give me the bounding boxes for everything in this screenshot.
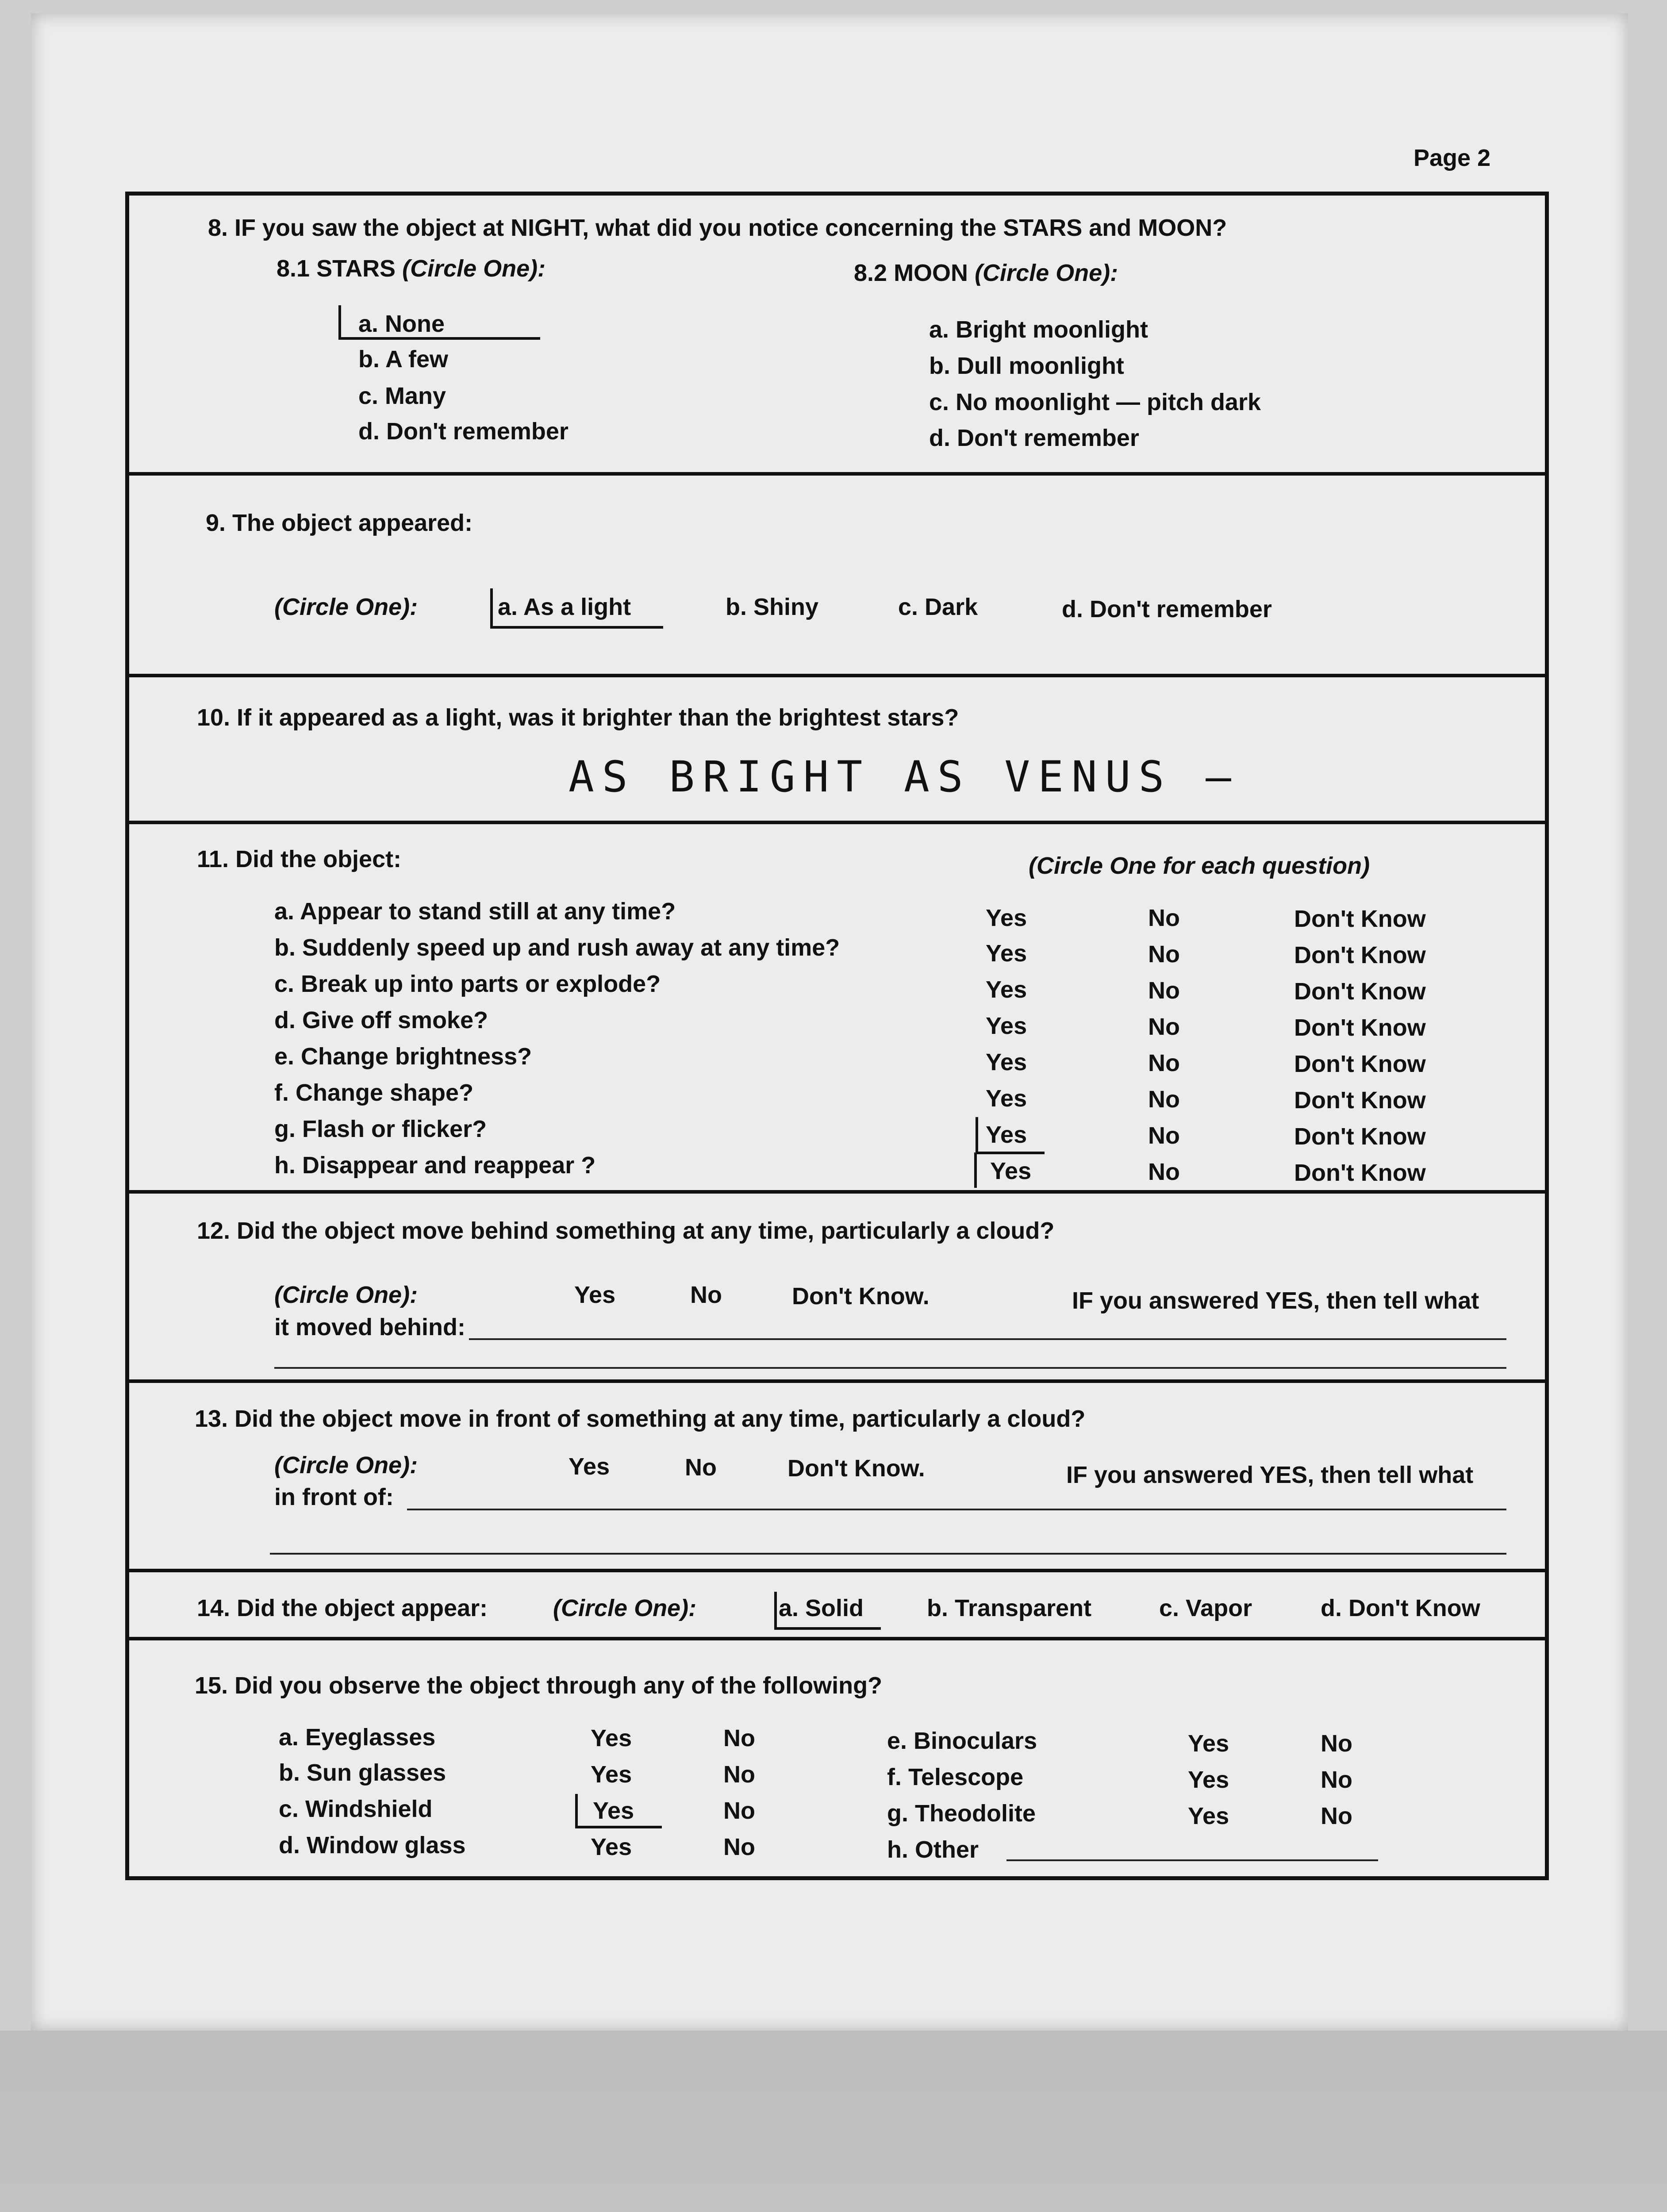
q9-circle-label: (Circle One): bbox=[274, 594, 418, 620]
q15-f-no[interactable]: No bbox=[1321, 1767, 1352, 1793]
q11-d-no[interactable]: No bbox=[1148, 1014, 1180, 1040]
q15-f-yes[interactable]: Yes bbox=[1188, 1767, 1229, 1793]
q8-moon-option-a[interactable]: a. Bright moonlight bbox=[929, 316, 1148, 343]
q8-moon-label: 8.2 MOON (Circle One): bbox=[854, 260, 1118, 286]
q11-a-dont-know[interactable]: Don't Know bbox=[1294, 906, 1426, 932]
q12-no[interactable]: No bbox=[690, 1282, 722, 1308]
q11-g-dont-know[interactable]: Don't Know bbox=[1294, 1123, 1426, 1150]
q15-b-no[interactable]: No bbox=[723, 1761, 755, 1788]
q9-option-b[interactable]: b. Shiny bbox=[726, 594, 819, 620]
q15-item-h: h. Other bbox=[887, 1836, 979, 1863]
q15-b-yes[interactable]: Yes bbox=[591, 1761, 632, 1788]
q15-e-no[interactable]: No bbox=[1321, 1730, 1352, 1757]
q11-g-mark bbox=[976, 1117, 1045, 1154]
q8-stars-option-c[interactable]: c. Many bbox=[358, 383, 446, 409]
q11-a-no[interactable]: No bbox=[1148, 905, 1180, 931]
q12-followup2: it moved behind: bbox=[274, 1314, 465, 1340]
q14-option-c[interactable]: c. Vapor bbox=[1159, 1595, 1252, 1621]
q15-a-no[interactable]: No bbox=[723, 1725, 755, 1751]
q14-option-a[interactable]: a. Solid bbox=[779, 1595, 864, 1621]
q11-h-dont-know[interactable]: Don't Know bbox=[1294, 1160, 1426, 1186]
q11-b-dont-know[interactable]: Don't Know bbox=[1294, 942, 1426, 968]
q15-item-b: b. Sun glasses bbox=[279, 1759, 446, 1786]
q12-circle-label: (Circle One): bbox=[274, 1282, 418, 1308]
q15-g-no[interactable]: No bbox=[1321, 1803, 1352, 1829]
q11-question-b: b. Suddenly speed up and rush away at any time? bbox=[274, 934, 840, 961]
q11-f-no[interactable]: No bbox=[1148, 1086, 1180, 1113]
q14-circle-label: (Circle One): bbox=[553, 1595, 697, 1621]
q15-a-yes[interactable]: Yes bbox=[591, 1725, 632, 1751]
q15-item-a: a. Eyeglasses bbox=[279, 1724, 436, 1751]
q15-e-yes[interactable]: Yes bbox=[1188, 1730, 1229, 1757]
q11-b-no[interactable]: No bbox=[1148, 941, 1180, 968]
q11-question-g: g. Flash or flicker? bbox=[274, 1116, 487, 1142]
q14-mark bbox=[774, 1592, 881, 1630]
q13-yes[interactable]: Yes bbox=[568, 1453, 610, 1480]
q15-other-line[interactable] bbox=[1006, 1859, 1378, 1861]
q13-title: 13. Did the object move in front of something at any time, particularly a cloud? bbox=[195, 1406, 1086, 1432]
divider-8-9 bbox=[125, 472, 1549, 476]
q8-stars-option-d[interactable]: d. Don't remember bbox=[358, 418, 568, 445]
q15-item-c: c. Windshield bbox=[279, 1796, 433, 1822]
q15-d-no[interactable]: No bbox=[723, 1834, 755, 1860]
divider-10-11 bbox=[125, 821, 1549, 824]
q15-d-yes[interactable]: Yes bbox=[591, 1834, 632, 1860]
q12-answer-line-2[interactable] bbox=[274, 1367, 1506, 1369]
q8-stars-mark bbox=[338, 305, 540, 340]
divider-12-13 bbox=[125, 1379, 1549, 1383]
q11-g-yes[interactable]: Yes bbox=[986, 1121, 1027, 1148]
q13-followup: IF you answered YES, then tell what bbox=[1066, 1462, 1474, 1488]
q9-option-a[interactable]: a. As a light bbox=[498, 594, 631, 620]
q11-b-yes[interactable]: Yes bbox=[986, 940, 1027, 967]
q12-followup: IF you answered YES, then tell what bbox=[1072, 1287, 1479, 1314]
q11-h-no[interactable]: No bbox=[1148, 1159, 1180, 1185]
scan-background bbox=[0, 2031, 1667, 2212]
q13-followup2: in front of: bbox=[274, 1484, 394, 1510]
q9-option-d[interactable]: d. Don't remember bbox=[1062, 596, 1272, 622]
q11-question-d: d. Give off smoke? bbox=[274, 1007, 488, 1033]
q15-title: 15. Did you observe the object through any of the following? bbox=[195, 1672, 883, 1699]
q11-d-dont-know[interactable]: Don't Know bbox=[1294, 1014, 1426, 1041]
q8-stars-option-a[interactable]: a. None bbox=[358, 311, 445, 337]
q15-c-mark bbox=[575, 1794, 662, 1828]
q11-question-f: f. Change shape? bbox=[274, 1079, 474, 1106]
divider-14-15 bbox=[125, 1637, 1549, 1640]
q11-h-yes[interactable]: Yes bbox=[990, 1158, 1032, 1184]
q11-question-c: c. Break up into parts or explode? bbox=[274, 971, 661, 997]
q11-e-dont-know[interactable]: Don't Know bbox=[1294, 1051, 1426, 1077]
q14-option-b[interactable]: b. Transparent bbox=[927, 1595, 1092, 1621]
q11-question-h: h. Disappear and reappear ? bbox=[274, 1152, 596, 1179]
q11-c-dont-know[interactable]: Don't Know bbox=[1294, 978, 1426, 1005]
q13-no[interactable]: No bbox=[685, 1454, 717, 1481]
q8-title: 8. IF you saw the object at NIGHT, what did you notice concerning the STARS and MOON? bbox=[208, 215, 1227, 241]
q11-f-yes[interactable]: Yes bbox=[986, 1085, 1027, 1112]
q11-c-yes[interactable]: Yes bbox=[986, 976, 1027, 1003]
q15-g-yes[interactable]: Yes bbox=[1188, 1803, 1229, 1829]
page-number: Page 2 bbox=[1413, 145, 1491, 171]
q9-title: 9. The object appeared: bbox=[206, 510, 473, 536]
q11-e-yes[interactable]: Yes bbox=[986, 1049, 1027, 1075]
q13-dont-know[interactable]: Don't Know. bbox=[787, 1455, 925, 1482]
q14-title: 14. Did the object appear: bbox=[197, 1595, 488, 1621]
q10-handwritten-answer: AS BRIGHT AS VENUS — bbox=[568, 752, 1239, 802]
q15-c-yes[interactable]: Yes bbox=[593, 1797, 634, 1824]
q11-question-e: e. Change brightness? bbox=[274, 1043, 532, 1070]
q11-title: 11. Did the object: bbox=[197, 846, 402, 872]
q13-answer-line-2[interactable] bbox=[270, 1553, 1506, 1555]
q11-e-no[interactable]: No bbox=[1148, 1050, 1180, 1076]
q11-instruction: (Circle One for each question) bbox=[1029, 853, 1370, 879]
q11-g-no[interactable]: No bbox=[1148, 1122, 1180, 1149]
q8-moon-option-d[interactable]: d. Don't remember bbox=[929, 425, 1139, 451]
q14-option-d[interactable]: d. Don't Know bbox=[1321, 1595, 1480, 1621]
divider-13-14 bbox=[125, 1569, 1549, 1572]
q12-yes[interactable]: Yes bbox=[574, 1282, 616, 1308]
q15-item-f: f. Telescope bbox=[887, 1764, 1024, 1790]
q8-moon-option-c[interactable]: c. No moonlight — pitch dark bbox=[929, 389, 1261, 415]
q15-item-e: e. Binoculars bbox=[887, 1728, 1037, 1754]
q13-answer-line-1[interactable] bbox=[407, 1509, 1506, 1510]
q11-a-yes[interactable]: Yes bbox=[986, 905, 1027, 931]
q12-title: 12. Did the object move behind something at any time, particularly a cloud? bbox=[197, 1217, 1055, 1244]
q12-dont-know[interactable]: Don't Know. bbox=[792, 1283, 930, 1310]
q11-question-a: a. Appear to stand still at any time? bbox=[274, 898, 676, 925]
q15-item-d: d. Window glass bbox=[279, 1832, 466, 1859]
q12-answer-line-1[interactable] bbox=[469, 1338, 1506, 1340]
q13-circle-label: (Circle One): bbox=[274, 1452, 418, 1479]
q10-title: 10. If it appeared as a light, was it brighter than the brightest stars? bbox=[197, 704, 959, 731]
q11-c-no[interactable]: No bbox=[1148, 977, 1180, 1004]
q8-stars-option-b[interactable]: b. A few bbox=[358, 346, 449, 373]
q9-mark bbox=[490, 588, 663, 629]
q8-moon-option-b[interactable]: b. Dull moonlight bbox=[929, 353, 1124, 379]
q11-d-yes[interactable]: Yes bbox=[986, 1013, 1027, 1039]
q15-c-no[interactable]: No bbox=[723, 1797, 755, 1824]
q15-item-g: g. Theodolite bbox=[887, 1800, 1036, 1827]
divider-9-10 bbox=[125, 674, 1549, 677]
q8-stars-label: 8.1 STARS (Circle One): bbox=[277, 255, 546, 282]
q9-option-c[interactable]: c. Dark bbox=[898, 594, 978, 620]
q11-f-dont-know[interactable]: Don't Know bbox=[1294, 1087, 1426, 1114]
q11-h-mark bbox=[974, 1152, 977, 1188]
divider-11-12 bbox=[125, 1190, 1549, 1194]
